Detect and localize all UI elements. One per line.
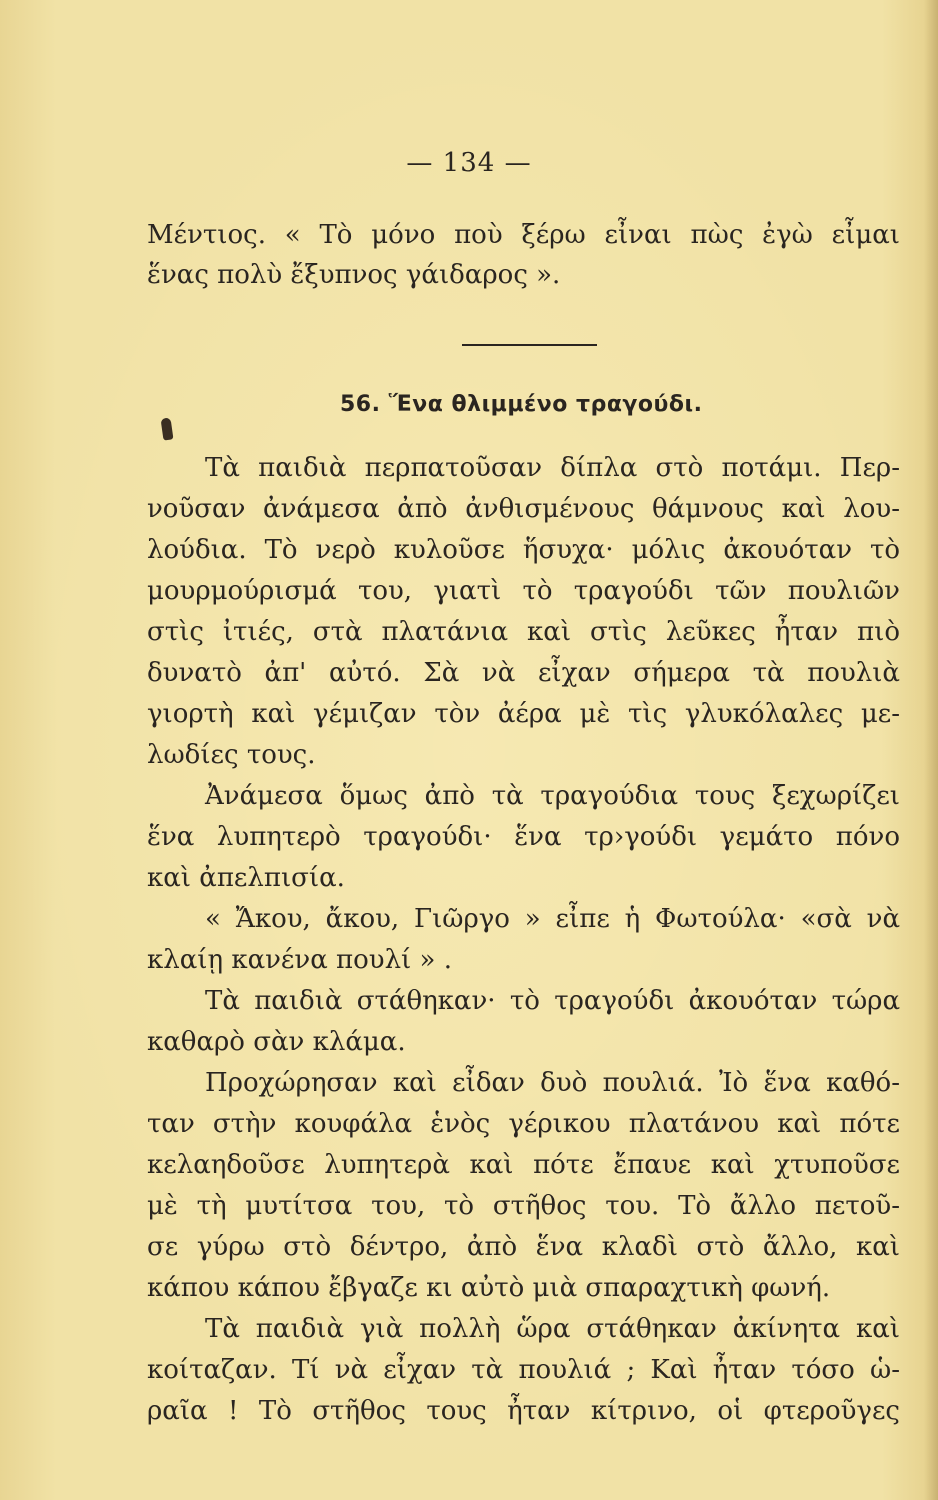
chapter-heading: 56. Ἕνα θλιμμένο τραγούδι. (340, 392, 703, 417)
body-line: « Ἄκου, ἄκου, Γιῶργο » εἶπε ἡ Φωτούλα· «σὰ νὰ (205, 904, 900, 934)
body-line: κοίταζαν. Τί νὰ εἶχαν τὰ πουλιά ; Καὶ ἦταν τόσο ὡ- (147, 1355, 900, 1385)
body-line: Ἀνάμεσα ὅμως ἀπὸ τὰ τραγούδια τους ξεχωρίζει (205, 781, 900, 811)
body-line: λούδια. Τὸ νερὸ κυλοῦσε ἥσυχα· μόλις ἀκουόταν τὸ (147, 535, 900, 565)
body-line: κλαίῃ κανένα πουλί » . (147, 945, 452, 975)
body-line: μουρμούρισμά του, γιατὶ τὸ τραγούδι τῶν πουλιῶν (147, 576, 900, 606)
body-line: μὲ τὴ μυτίτσα του, τὸ στῆθος του. Τὸ ἄλλο πετοῦ- (147, 1191, 900, 1221)
body-line: στὶς ἰτιές, στὰ πλατάνια καὶ στὶς λεῦκες ἦταν πιὸ (147, 617, 900, 647)
body-line: Προχώρησαν καὶ εἶδαν δυὸ πουλιά. Ἰὸ ἕνα καθό- (205, 1068, 900, 1098)
body-line: νοῦσαν ἀνάμεσα ἀπὸ ἀνθισμένους θάμνους καὶ λου- (147, 494, 900, 524)
body-line: κάπου κάπου ἔβγαζε κι αὐτὸ μιὰ σπαραχτικὴ φωνή. (147, 1273, 831, 1303)
body-line: ραῖα ! Τὸ στῆθος τους ἦταν κίτρινο, οἱ φτεροῦγες (147, 1396, 900, 1426)
intro-line-1: Μέντιος. « Τὸ μόνο ποὺ ξέρω εἶναι πὼς ἐγὼ εἶμαι (147, 220, 900, 250)
ink-blot-mark (161, 417, 174, 440)
body-line: κελαηδοῦσε λυπητερὰ καὶ πότε ἔπαυε καὶ χτυποῦσε (147, 1150, 900, 1180)
body-line: γιορτὴ καὶ γέμιζαν τὸν ἀέρα μὲ τὶς γλυκόλαλες με- (147, 699, 900, 729)
body-line: ἕνα λυπητερὸ τραγούδι· ἕνα τρ›γούδι γεμάτο πόνο (147, 822, 900, 852)
intro-line-2: ἕνας πολὺ ἔξυπνος γάιδαρος ». (147, 260, 561, 290)
body-line: Τὰ παιδιὰ γιὰ πολλὴ ὥρα στάθηκαν ἀκίνητα καὶ (205, 1314, 900, 1344)
body-line: Τὰ παιδιὰ περπατοῦσαν δίπλα στὸ ποτάμι. Περ- (205, 453, 900, 483)
body-line: Τὰ παιδιὰ στάθηκαν· τὸ τραγούδι ἀκουόταν τώρα (205, 986, 900, 1016)
body-line: λωδίες τους. (147, 740, 316, 770)
section-divider (462, 344, 597, 346)
body-line: καὶ ἀπελπισία. (147, 863, 345, 893)
page-edge-shadow (924, 0, 938, 1500)
body-line: δυνατὸ ἀπ' αὐτό. Σὰ νὰ εἶχαν σήμερα τὰ πουλιὰ (147, 658, 900, 688)
body-line: ταν στὴν κουφάλα ἑνὸς γέρικου πλατάνου καὶ πότε (147, 1109, 900, 1139)
body-line: καθαρὸ σὰν κλάμα. (147, 1027, 406, 1057)
body-line: σε γύρω στὸ δέντρο, ἀπὸ ἕνα κλαδὶ στὸ ἄλλο, καὶ (147, 1232, 900, 1262)
page-number: — 134 — (406, 148, 532, 178)
